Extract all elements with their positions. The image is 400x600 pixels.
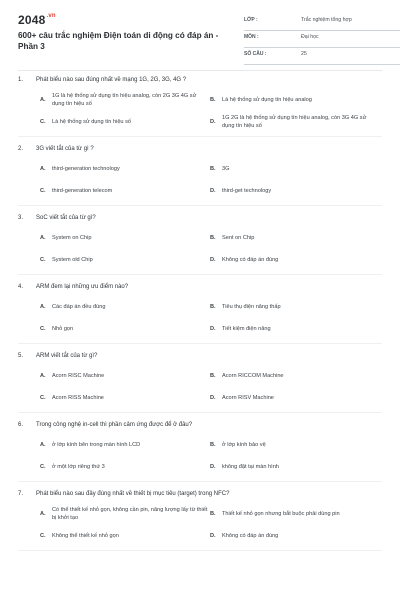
answer-options: [18, 365, 382, 409]
header-divider: [18, 70, 382, 71]
answer-text: Acorn RISS Machine: [52, 395, 104, 401]
answer-text: ở lớp kính bảo vệ: [222, 442, 266, 448]
answer-text: Là hệ thống sử dụng tín hiệu số: [52, 119, 132, 125]
question-item: [18, 145, 382, 206]
answer-options: [18, 227, 382, 271]
answer-letter: B.: [210, 304, 216, 310]
answer-text: Acorn RICCOM Machine: [222, 373, 284, 379]
answer-letter: C.: [40, 188, 46, 194]
answer-text: 1G 2G là hệ thống sử dụng tín hiệu analog, còn 3G 4G sử dụng tín hiệu số: [222, 115, 367, 129]
question-stem: [18, 490, 382, 499]
answer-option[interactable]: [40, 434, 210, 456]
answer-letter: A.: [40, 373, 46, 379]
answer-text: Không có đáp án đúng: [222, 533, 279, 539]
logo-main: 2048: [18, 13, 46, 27]
site-logo[interactable]: [18, 13, 56, 27]
meta-row-class: [244, 14, 400, 31]
question-item: [18, 490, 382, 551]
question-divider: [18, 550, 382, 551]
answer-text: Thiết kế nhỏ gọn nhưng bắt buộc phải dùng pin: [222, 511, 340, 517]
answer-letter: D.: [210, 119, 216, 125]
answer-option[interactable]: [40, 180, 210, 202]
answer-text: Các đáp án đều đúng: [52, 304, 106, 310]
meta-value: Trắc nghiệm tổng hợp: [301, 17, 352, 23]
answer-text: Acorn RISC Machine: [52, 373, 105, 379]
answer-text: Có thể thiết kế nhỏ gọn, không cần pin, năng lượng lấy từ thiết bị khởi tạo: [52, 507, 208, 521]
meta-label: LỚP :: [244, 17, 258, 23]
answer-letter: A.: [40, 166, 46, 172]
answer-letter: D.: [210, 188, 216, 194]
answer-text: Tiêu thụ điện năng thấp: [222, 304, 281, 310]
question-number: 7.: [18, 491, 24, 497]
meta-row-subject: [244, 31, 400, 48]
answer-option[interactable]: [40, 227, 210, 249]
answer-letter: B.: [210, 442, 216, 448]
answer-options: [18, 89, 382, 133]
answer-letter: B.: [210, 166, 216, 172]
question-text: Phát biểu nào sau đây đúng nhất về thiết bị mục tiêu (target) trong NFC?: [36, 491, 230, 497]
answer-option[interactable]: [210, 525, 380, 547]
answer-letter: A.: [40, 97, 46, 103]
question-number: 2.: [18, 146, 24, 152]
question-list: [18, 76, 382, 559]
answer-letter: C.: [40, 464, 46, 470]
question-stem: [18, 352, 382, 361]
answer-text: System old Chip: [52, 257, 93, 263]
page-title: 600+ câu trắc nghiệm Điện toán di động có đáp án - Phần 3: [18, 31, 219, 51]
answer-letter: C.: [40, 533, 46, 539]
question-text: ARM viết tắt của từ gì?: [36, 353, 98, 359]
page-header: [18, 0, 382, 70]
answer-letter: A.: [40, 442, 46, 448]
answer-option[interactable]: [40, 318, 210, 340]
question-number: 1.: [18, 77, 24, 83]
answer-text: Không có đáp án đúng: [222, 257, 279, 263]
answer-options: [18, 158, 382, 202]
answer-option[interactable]: [210, 296, 380, 318]
answer-option[interactable]: [210, 111, 380, 133]
answer-text: third-get technology: [222, 188, 272, 194]
answer-text: ở lớp kính bên trong màn hình LCD: [52, 442, 141, 448]
answer-letter: D.: [210, 533, 216, 539]
answer-options: [18, 434, 382, 478]
question-divider: [18, 136, 382, 137]
question-text: Phát biểu nào sau đúng nhất về mạng 1G, 2G, 3G, 4G ?: [36, 77, 187, 83]
question-text: SoC viết tắt của từ gì?: [36, 215, 96, 221]
answer-letter: C.: [40, 326, 46, 332]
question-divider: [18, 343, 382, 344]
question-number: 5.: [18, 353, 24, 359]
answer-letter: B.: [210, 373, 216, 379]
answer-letter: A.: [40, 235, 46, 241]
question-divider: [18, 481, 382, 482]
meta-value: 25: [301, 51, 307, 57]
question-item: [18, 283, 382, 344]
answer-text: ở một lớp riêng thứ 3: [52, 464, 105, 470]
answer-text: Acorn RISV Machine: [222, 395, 274, 401]
answer-letter: A.: [40, 511, 46, 517]
answer-option[interactable]: [210, 158, 380, 180]
answer-option[interactable]: [210, 318, 380, 340]
answer-option[interactable]: [40, 456, 210, 478]
question-stem: [18, 421, 382, 430]
question-number: 6.: [18, 422, 24, 428]
answer-letter: D.: [210, 326, 216, 332]
answer-letter: B.: [210, 511, 216, 517]
question-item: [18, 214, 382, 275]
answer-text: Là hệ thống sử dụng tín hiệu analog: [222, 97, 312, 103]
answer-options: [18, 503, 382, 547]
question-number: 3.: [18, 215, 24, 221]
answer-letter: A.: [40, 304, 46, 310]
answer-letter: C.: [40, 395, 46, 401]
answer-option[interactable]: [210, 180, 380, 202]
answer-letter: C.: [40, 119, 46, 125]
answer-option[interactable]: [210, 456, 380, 478]
question-divider: [18, 412, 382, 413]
question-text: ARM đem lại những ưu điểm nào?: [36, 284, 129, 290]
answer-option[interactable]: [210, 503, 380, 525]
answer-text: Không thể thiết kế nhỏ gọn: [52, 533, 119, 539]
question-stem: [18, 145, 382, 154]
answer-option[interactable]: [40, 525, 210, 547]
answer-option[interactable]: [40, 111, 210, 133]
logo-suffix: .vn: [46, 13, 56, 19]
question-text: 3G viết tắt của từ gì ?: [36, 146, 94, 152]
answer-option[interactable]: [210, 227, 380, 249]
answer-text: System on Chip: [52, 235, 92, 241]
answer-letter: C.: [40, 257, 46, 263]
question-stem: [18, 214, 382, 223]
meta-row-question-count: [244, 48, 400, 65]
quiz-meta-box: [244, 14, 400, 65]
question-number: 4.: [18, 284, 24, 290]
answer-option[interactable]: [40, 158, 210, 180]
answer-option[interactable]: [40, 89, 210, 111]
question-stem: [18, 76, 382, 85]
question-item: [18, 352, 382, 413]
answer-option[interactable]: [210, 249, 380, 271]
question-item: [18, 76, 382, 137]
question-divider: [18, 274, 382, 275]
question-stem: [18, 283, 382, 292]
answer-option[interactable]: [40, 503, 210, 525]
answer-letter: D.: [210, 395, 216, 401]
question-divider: [18, 205, 382, 206]
answer-text: Sent on Chip: [222, 235, 255, 241]
answer-text: không đặt tại màn hình: [222, 464, 279, 470]
answer-text: Nhỏ gọn: [52, 326, 74, 332]
answer-letter: B.: [210, 97, 216, 103]
answer-text: third-generation technology: [52, 166, 120, 172]
answer-letter: B.: [210, 235, 216, 241]
answer-option[interactable]: [210, 387, 380, 409]
answer-text: Tiết kiệm điện năng: [222, 326, 271, 332]
answer-letter: D.: [210, 464, 216, 470]
answer-option[interactable]: [210, 434, 380, 456]
answer-text: third-generation telecom: [52, 188, 113, 194]
answer-option[interactable]: [210, 365, 380, 387]
answer-letter: D.: [210, 257, 216, 263]
answer-option[interactable]: [210, 89, 380, 111]
question-item: [18, 421, 382, 482]
meta-label: MÔN :: [244, 34, 259, 40]
answer-options: [18, 296, 382, 340]
meta-value: Đại học: [301, 34, 319, 40]
answer-option[interactable]: [40, 365, 210, 387]
answer-text: 3G: [222, 166, 230, 172]
answer-option[interactable]: [40, 249, 210, 271]
answer-text: 1G là hệ thống sử dụng tín hiệu analog, còn 2G 3G 4G sử dụng tín hiệu số: [52, 93, 197, 107]
question-text: Trong công nghệ in-cell thì phần cảm ứng được để ở đâu?: [36, 422, 193, 428]
meta-label: SỐ CÂU :: [244, 51, 267, 57]
answer-option[interactable]: [40, 387, 210, 409]
answer-option[interactable]: [40, 296, 210, 318]
